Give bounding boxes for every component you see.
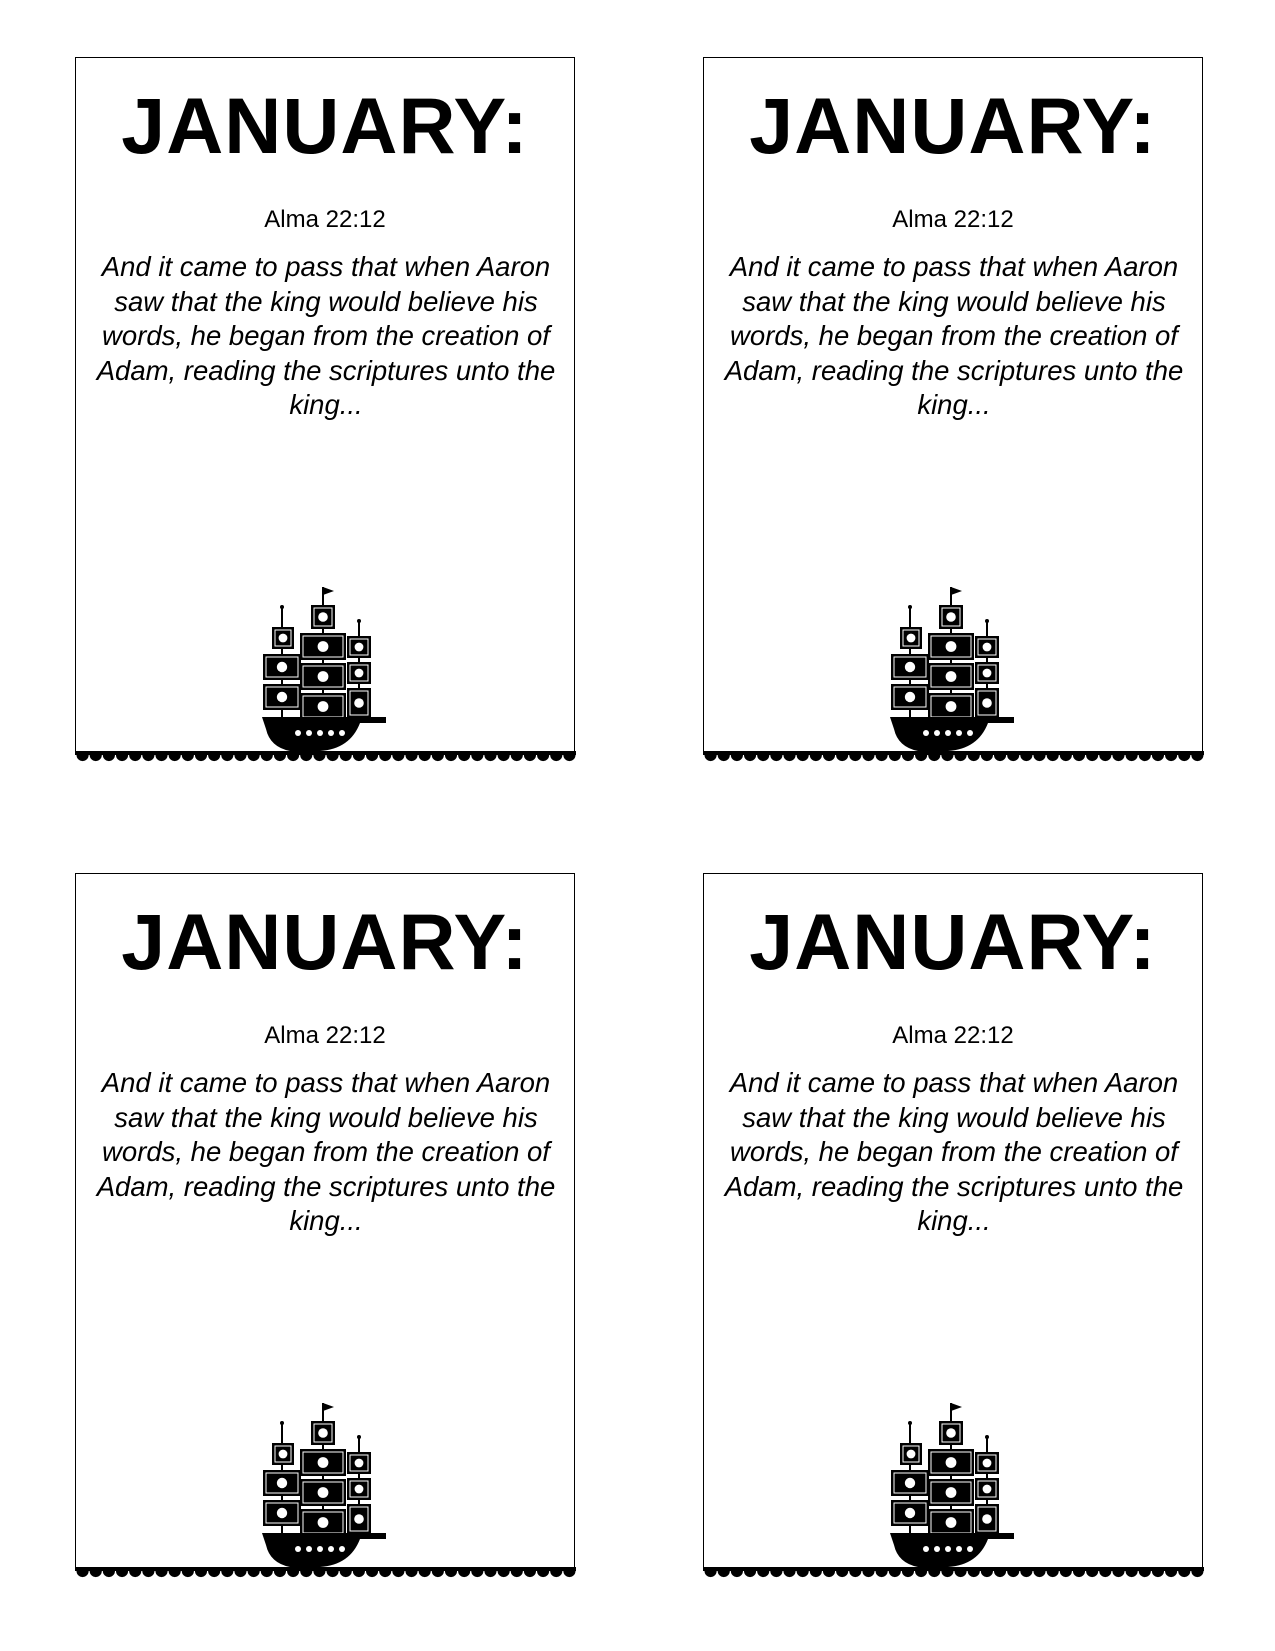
card-title: JANUARY: xyxy=(749,81,1157,170)
scripture-quote: And it came to pass that when Aaron saw that the king would believe his words, he began from the creation of Adam, reading the scriptures unto the king... xyxy=(724,1067,1184,1236)
ship-icon xyxy=(260,583,386,751)
scripture-card xyxy=(703,57,1203,755)
scripture-card xyxy=(703,873,1203,1571)
scripture-quote: And it came to pass that when Aaron saw that the king would believe his words, he began from the creation of Adam, reading the scriptures unto the king... xyxy=(724,251,1184,420)
scallop-border xyxy=(76,751,576,765)
scripture-quote: And it came to pass that when Aaron saw that the king would believe his words, he began from the creation of Adam, reading the scriptures unto the king... xyxy=(96,1067,556,1236)
scripture-reference: Alma 22:12 xyxy=(264,1022,386,1049)
ship-icon xyxy=(888,1399,1014,1567)
scallop-border xyxy=(76,1567,576,1581)
card-title: JANUARY: xyxy=(121,81,529,170)
scripture-card xyxy=(75,57,575,755)
scallop-border xyxy=(704,751,1204,765)
scripture-reference: Alma 22:12 xyxy=(892,206,1014,233)
scripture-quote: And it came to pass that when Aaron saw that the king would believe his words, he began from the creation of Adam, reading the scriptures unto the king... xyxy=(96,251,556,420)
ship-icon xyxy=(260,1399,386,1567)
card-title: JANUARY: xyxy=(749,897,1157,986)
scripture-reference: Alma 22:12 xyxy=(892,1022,1014,1049)
card-title: JANUARY: xyxy=(121,897,529,986)
scripture-reference: Alma 22:12 xyxy=(264,206,386,233)
ship-icon xyxy=(888,583,1014,751)
scripture-card xyxy=(75,873,575,1571)
scallop-border xyxy=(704,1567,1204,1581)
